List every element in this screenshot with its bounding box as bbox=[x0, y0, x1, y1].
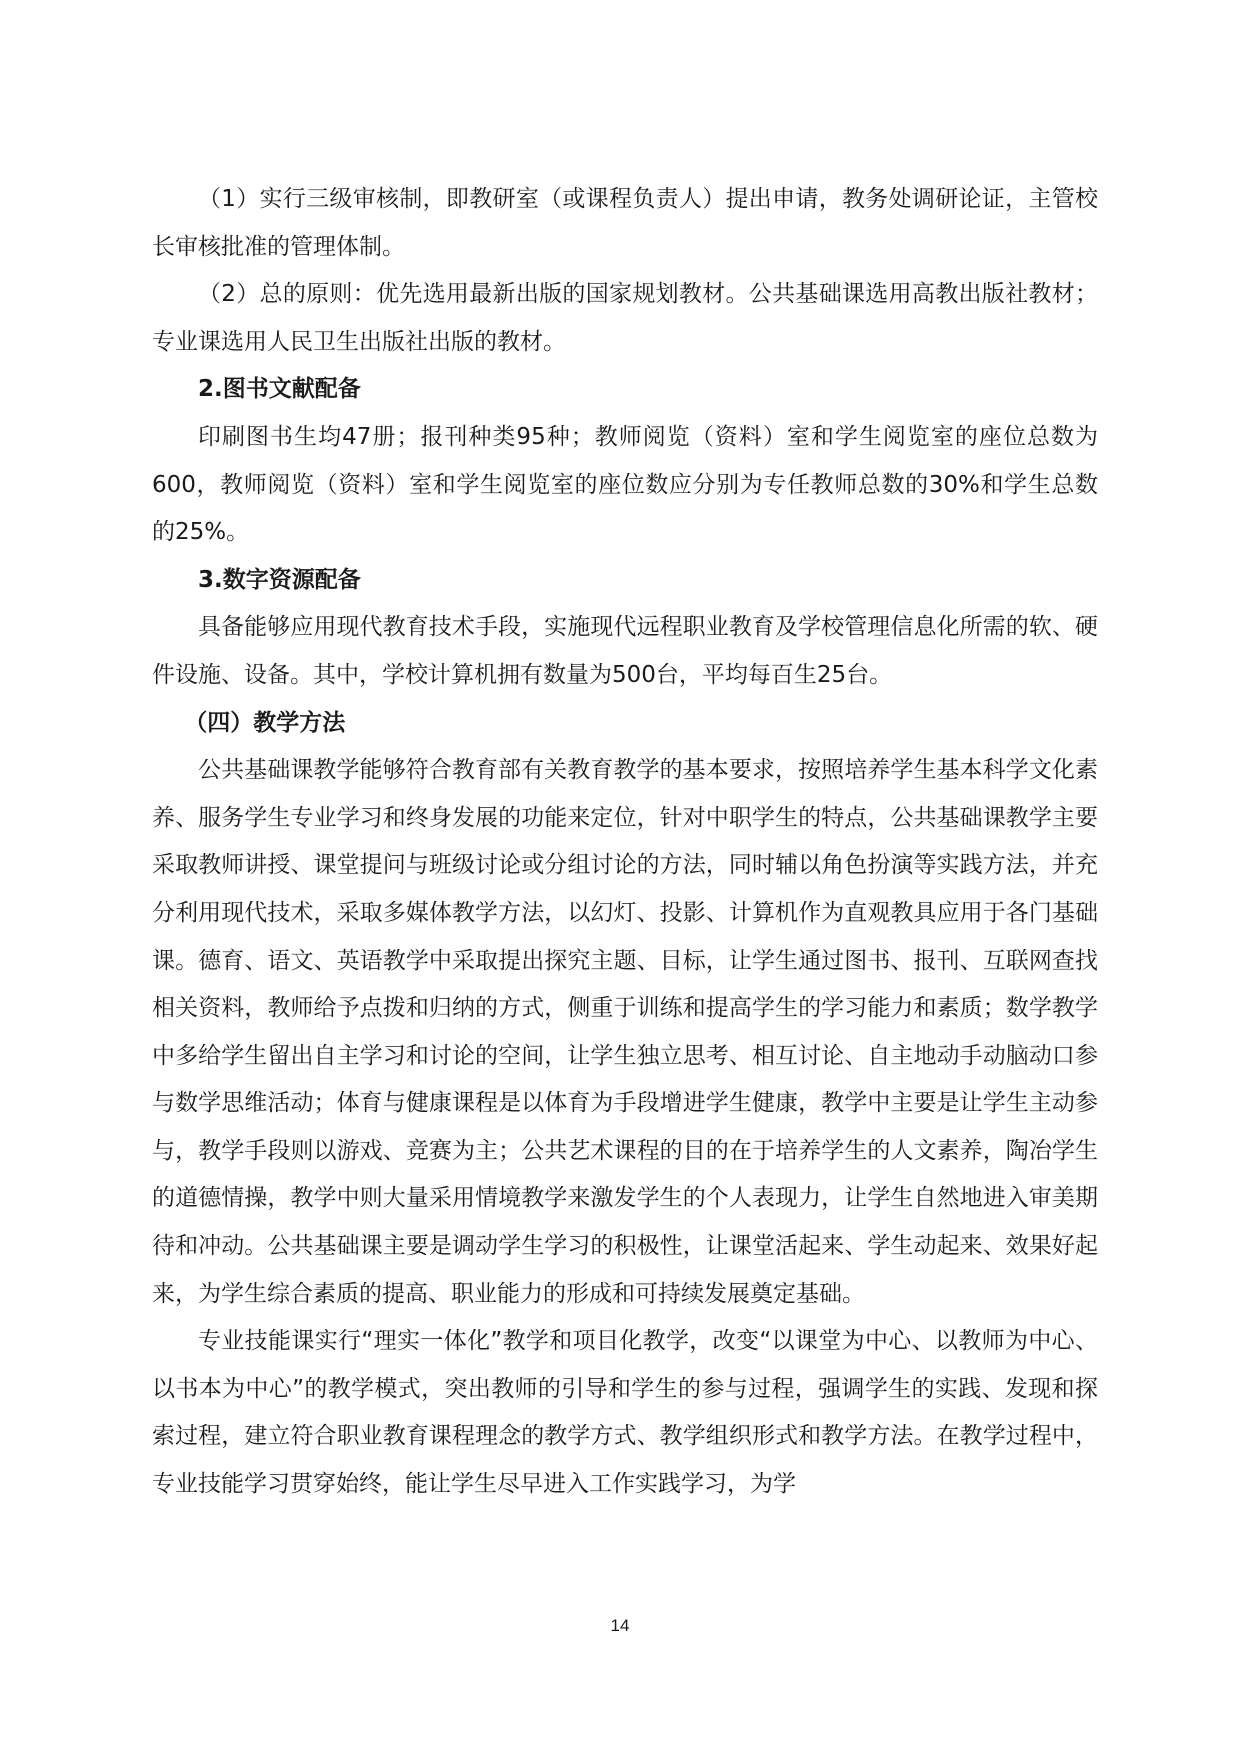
paragraph-professional-skills: 专业技能课实行“理实一体化”教学和项目化教学，改变“以课堂为中心、以教师为中心、以书本为中心”的教学模式，突出教师的引导和学生的参与过程，强调学生的实践、发现和探索过程，建立符合职业教育课程理念的教学方式、教学组织形式和教学方法。在教学过程中，专业技能学习贯穿始终，能让学生尽早进入工作实践学习，为学 bbox=[152, 1328, 1098, 1498]
heading-digital-resources: 3.数字资源配备 bbox=[198, 566, 361, 593]
heading-teaching-methods: （四）教学方法 bbox=[184, 709, 346, 736]
paragraph-selection-principle: （2）总的原则：优先选用最新出版的国家规划教材。公共基础课选用高教出版社教材；专业课选用人民卫生出版社出版的教材。 bbox=[152, 281, 1098, 355]
paragraph-library-stats: 印刷图书生均47册；报刊种类95种；教师阅览（资料）室和学生阅览室的座位总数为600，教师阅览（资料）室和学生阅览室的座位数应分别为专任教师总数的30%和学生总数的25%。 bbox=[152, 423, 1098, 546]
heading-library-resources: 2.图书文献配备 bbox=[198, 376, 361, 403]
paragraph-review-system: （1）实行三级审核制，即教研室（或课程负责人）提出申请，教务处调研论证，主管校长审核批准的管理体制。 bbox=[152, 186, 1098, 260]
document-body bbox=[152, 176, 1098, 1509]
paragraph-digital-resources: 具备能够应用现代教育技术手段，实施现代远程职业教育及学校管理信息化所需的软、硬件设施、设备。其中，学校计算机拥有数量为500台，平均每百生25台。 bbox=[152, 614, 1098, 688]
page-number: 14 bbox=[610, 1616, 630, 1635]
paragraph-public-courses: 公共基础课教学能够符合教育部有关教育教学的基本要求，按照培养学生基本科学文化素养、服务学生专业学习和终身发展的功能来定位，针对中职学生的特点，公共基础课教学主要采取教师讲授、课堂提问与班级讨论或分组讨论的方法，同时辅以角色扮演等实践方法，并充分利用现代技术，采取多媒体教学方法，以幻灯、投影、计算机作为直观教具应用于各门基础课。德育、语文、英语教学中采取提出探究主题、目标，让学生通过图书、报刊、互联网查找相关资料，教师给予点拨和归纳的方式，侧重于训练和提高学生的学习能力和素质；数学教学中多给学生留出自主学习和讨论的空间，让学生独立思考、相互讨论、自主地动手动脑动口参与数学思维活动；体育与健康课程是以体育为手段增进学生健康，教学中主要是让学生主动参与，教学手段则以游戏、竞赛为主；公共艺术课程的目的在于培养学生的人文素养，陶冶学生的道德情操，教学中则大量采用情境教学来激发学生的个人表现力，让学生自然地进入审美期待和冲动。公共基础课主要是调动学生学习的积极性，让课堂活起来、学生动起来、效果好起来，为学生综合素质的提高、职业能力的形成和可持续发展奠定基础。 bbox=[152, 757, 1098, 1307]
